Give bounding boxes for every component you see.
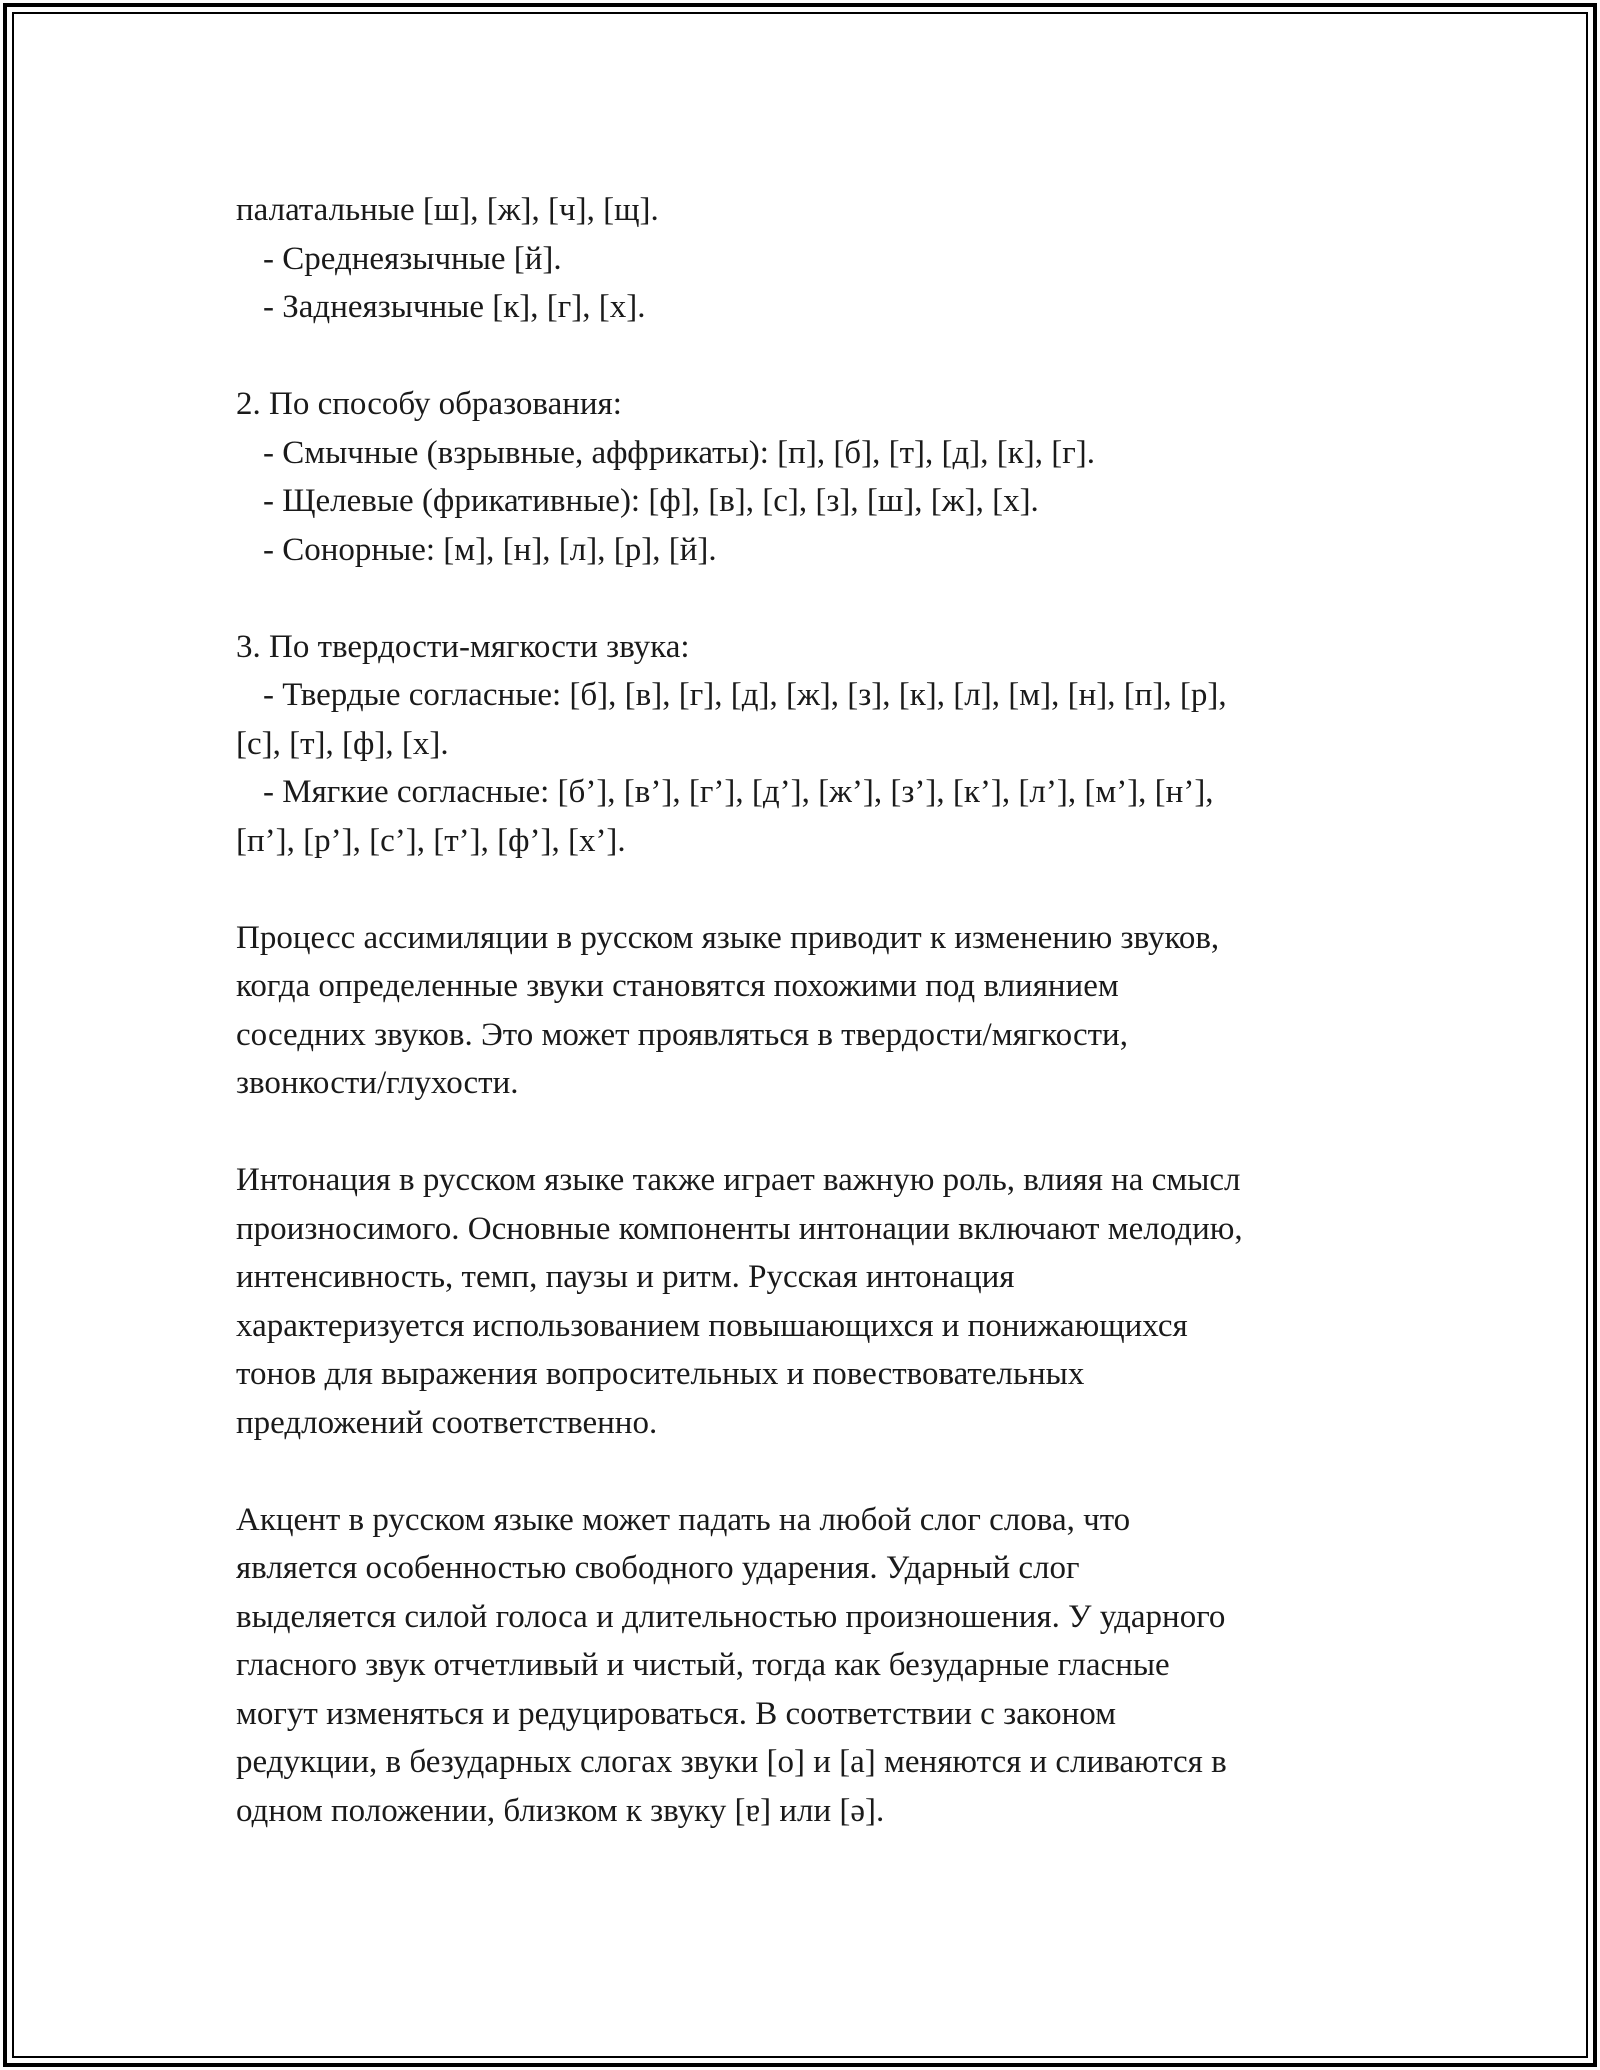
sonorants-line: - Сонорные: [м], [н], [л], [р], [й].	[263, 531, 717, 568]
paragraph-line: звонкости/глухости.	[236, 1065, 519, 1101]
paragraph-line: произносимого. Основные компоненты интонации включают мелодию,	[236, 1210, 1243, 1247]
stops-line: - Смычные (взрывные, аффрикаты): [п], [б], [т], [д], [к], [г].	[263, 434, 1096, 471]
paragraph-line: предложений соответственно.	[236, 1404, 658, 1441]
paragraph-line: когда определенные звуки становятся похожими под влиянием	[236, 968, 1119, 1004]
paragraph-gap	[236, 865, 1366, 914]
hard-consonants-line-1: - Твердые согласные: [б], [в], [г], [д], [ж], [з], [к], [л], [м], [н], [п], [р],	[263, 677, 1227, 713]
back-lingual-line: - Заднеязычные [к], [г], [х].	[263, 289, 646, 325]
soft-consonants-line-2: [п’], [р’], [с’], [т’], [ф’], [х’].	[236, 822, 626, 859]
paragraph-line: Интонация в русском языке также играет важную роль, влияя на смысл	[236, 1162, 1241, 1198]
paragraph-line: соседних звуков. Это может проявляться в твердости/мягкости,	[236, 1016, 1128, 1053]
assimilation-paragraph	[236, 914, 1366, 1108]
mid-lingual-line: - Среднеязычные [й].	[263, 240, 562, 277]
soft-consonants-line-1: - Мягкие согласные: [б’], [в’], [г’], [д’], [ж’], [з’], [к’], [л’], [м’], [н’],	[263, 774, 1214, 810]
intonation-paragraph	[236, 1156, 1366, 1447]
paragraph-line: могут изменяться и редуцироваться. В соответствии с законом	[236, 1695, 1117, 1732]
palatal-line: палатальные [ш], [ж], [ч], [щ].	[236, 192, 659, 228]
hardness-heading: 3. По твердости-мягкости звука:	[236, 628, 690, 665]
paragraph-gap	[236, 332, 1366, 381]
manner-heading: 2. По способу образования:	[236, 386, 622, 422]
document-body	[236, 186, 1366, 1835]
hard-consonants-line-2: [с], [т], [ф], [х].	[236, 725, 449, 762]
paragraph-gap	[236, 1108, 1366, 1157]
fricatives-line: - Щелевые (фрикативные): [ф], [в], [с], [з], [ш], [ж], [х].	[263, 483, 1039, 519]
paragraph-line: характеризуется использованием повышающихся и понижающихся	[236, 1307, 1188, 1344]
paragraph-line: тонов для выражения вопросительных и повествовательных	[236, 1356, 1085, 1392]
accent-paragraph	[236, 1496, 1366, 1836]
paragraph-line: выделяется силой голоса и длительностью произношения. У ударного	[236, 1598, 1226, 1635]
paragraph-line: Процесс ассимиляции в русском языке приводит к изменению звуков,	[236, 919, 1220, 956]
paragraph-line: Акцент в русском языке может падать на любой слог слова, что	[236, 1501, 1131, 1538]
paragraph-line: одном положении, близком к звуку [ɐ] или [ə].	[236, 1792, 885, 1829]
paragraph-line: интенсивность, темп, паузы и ритм. Русская интонация	[236, 1259, 1015, 1295]
paragraph-gap	[236, 574, 1366, 623]
paragraph-line: является особенностью свободного ударения. Ударный слог	[236, 1550, 1080, 1586]
paragraph-line: гласного звук отчетливый и чистый, тогда как безударные гласные	[236, 1647, 1170, 1683]
paragraph-gap	[236, 1447, 1366, 1496]
paragraph-line: редукции, в безударных слогах звуки [о] и [а] меняются и сливаются в	[236, 1744, 1227, 1780]
